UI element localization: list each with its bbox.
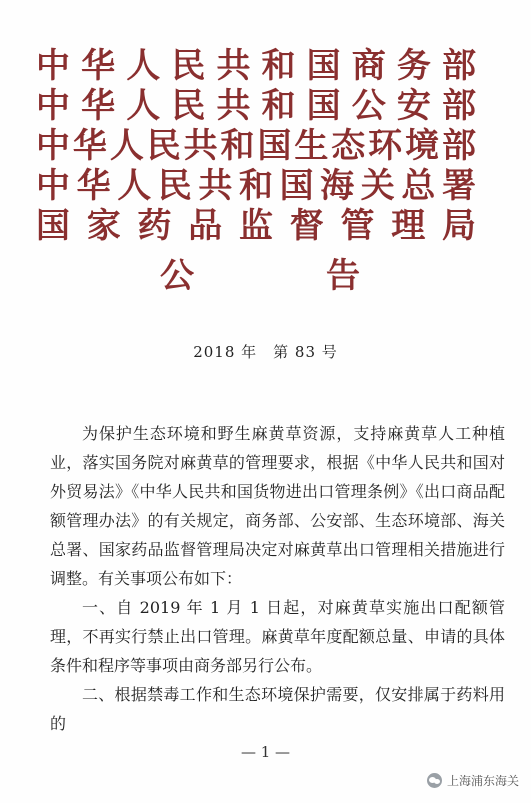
agency-line-public-security: 中 华 人 民 共 和 国 公 安 部 (36, 86, 476, 126)
agency-line-customs: 中 华 人 民 共 和 国 海 关 总 署 (36, 166, 476, 206)
paragraph-intro: 为保护生态环境和野生麻黄草资源，支持麻黄草人工种植业，落实国务院对麻黄草的管理要求，根据《中华人民共和国对外贸易法》《中华人民共和国货物进出口管理条例》《出口商品配额管理办法》的有关规定，商务部、公安部、生态环境部、海关总署、国家药品监督管理局决定对麻黄草出口管理相关措施进行调整。有关事项公布如下： (50, 424, 505, 588)
wechat-icon (427, 773, 442, 788)
page-number: — 1 — (240, 743, 291, 761)
agency-line-commerce: 中 华 人 民 共 和 国 商 务 部 (36, 46, 476, 86)
paragraph-item-2: 二、根据禁毒工作和生态环境保护需要，仅安排属于药料用的 (50, 685, 505, 733)
document-title: 公 告 (160, 256, 360, 296)
account-watermark (427, 772, 519, 789)
paragraph-item-1: 一、自 2019 年 1 月 1 日起，对麻黄草实施出口配额管理，不再实行禁止出口管理。麻黄草年度配额总量、申请的具体条件和程序等事项由商务部另行公布。 (50, 598, 505, 675)
document-body (50, 419, 505, 738)
issue-number: 2018 年 第 83 号 (193, 343, 338, 361)
agency-line-ecology-environment: 中 华 人 民 共 和 国 生 态 环 境 部 (36, 126, 476, 166)
agency-line-drug-administration: 国 家 药 品 监 督 管 理 局 (36, 206, 476, 246)
watermark-text: 上海浦东海关 (446, 774, 519, 788)
issuing-agencies-header (36, 46, 476, 246)
